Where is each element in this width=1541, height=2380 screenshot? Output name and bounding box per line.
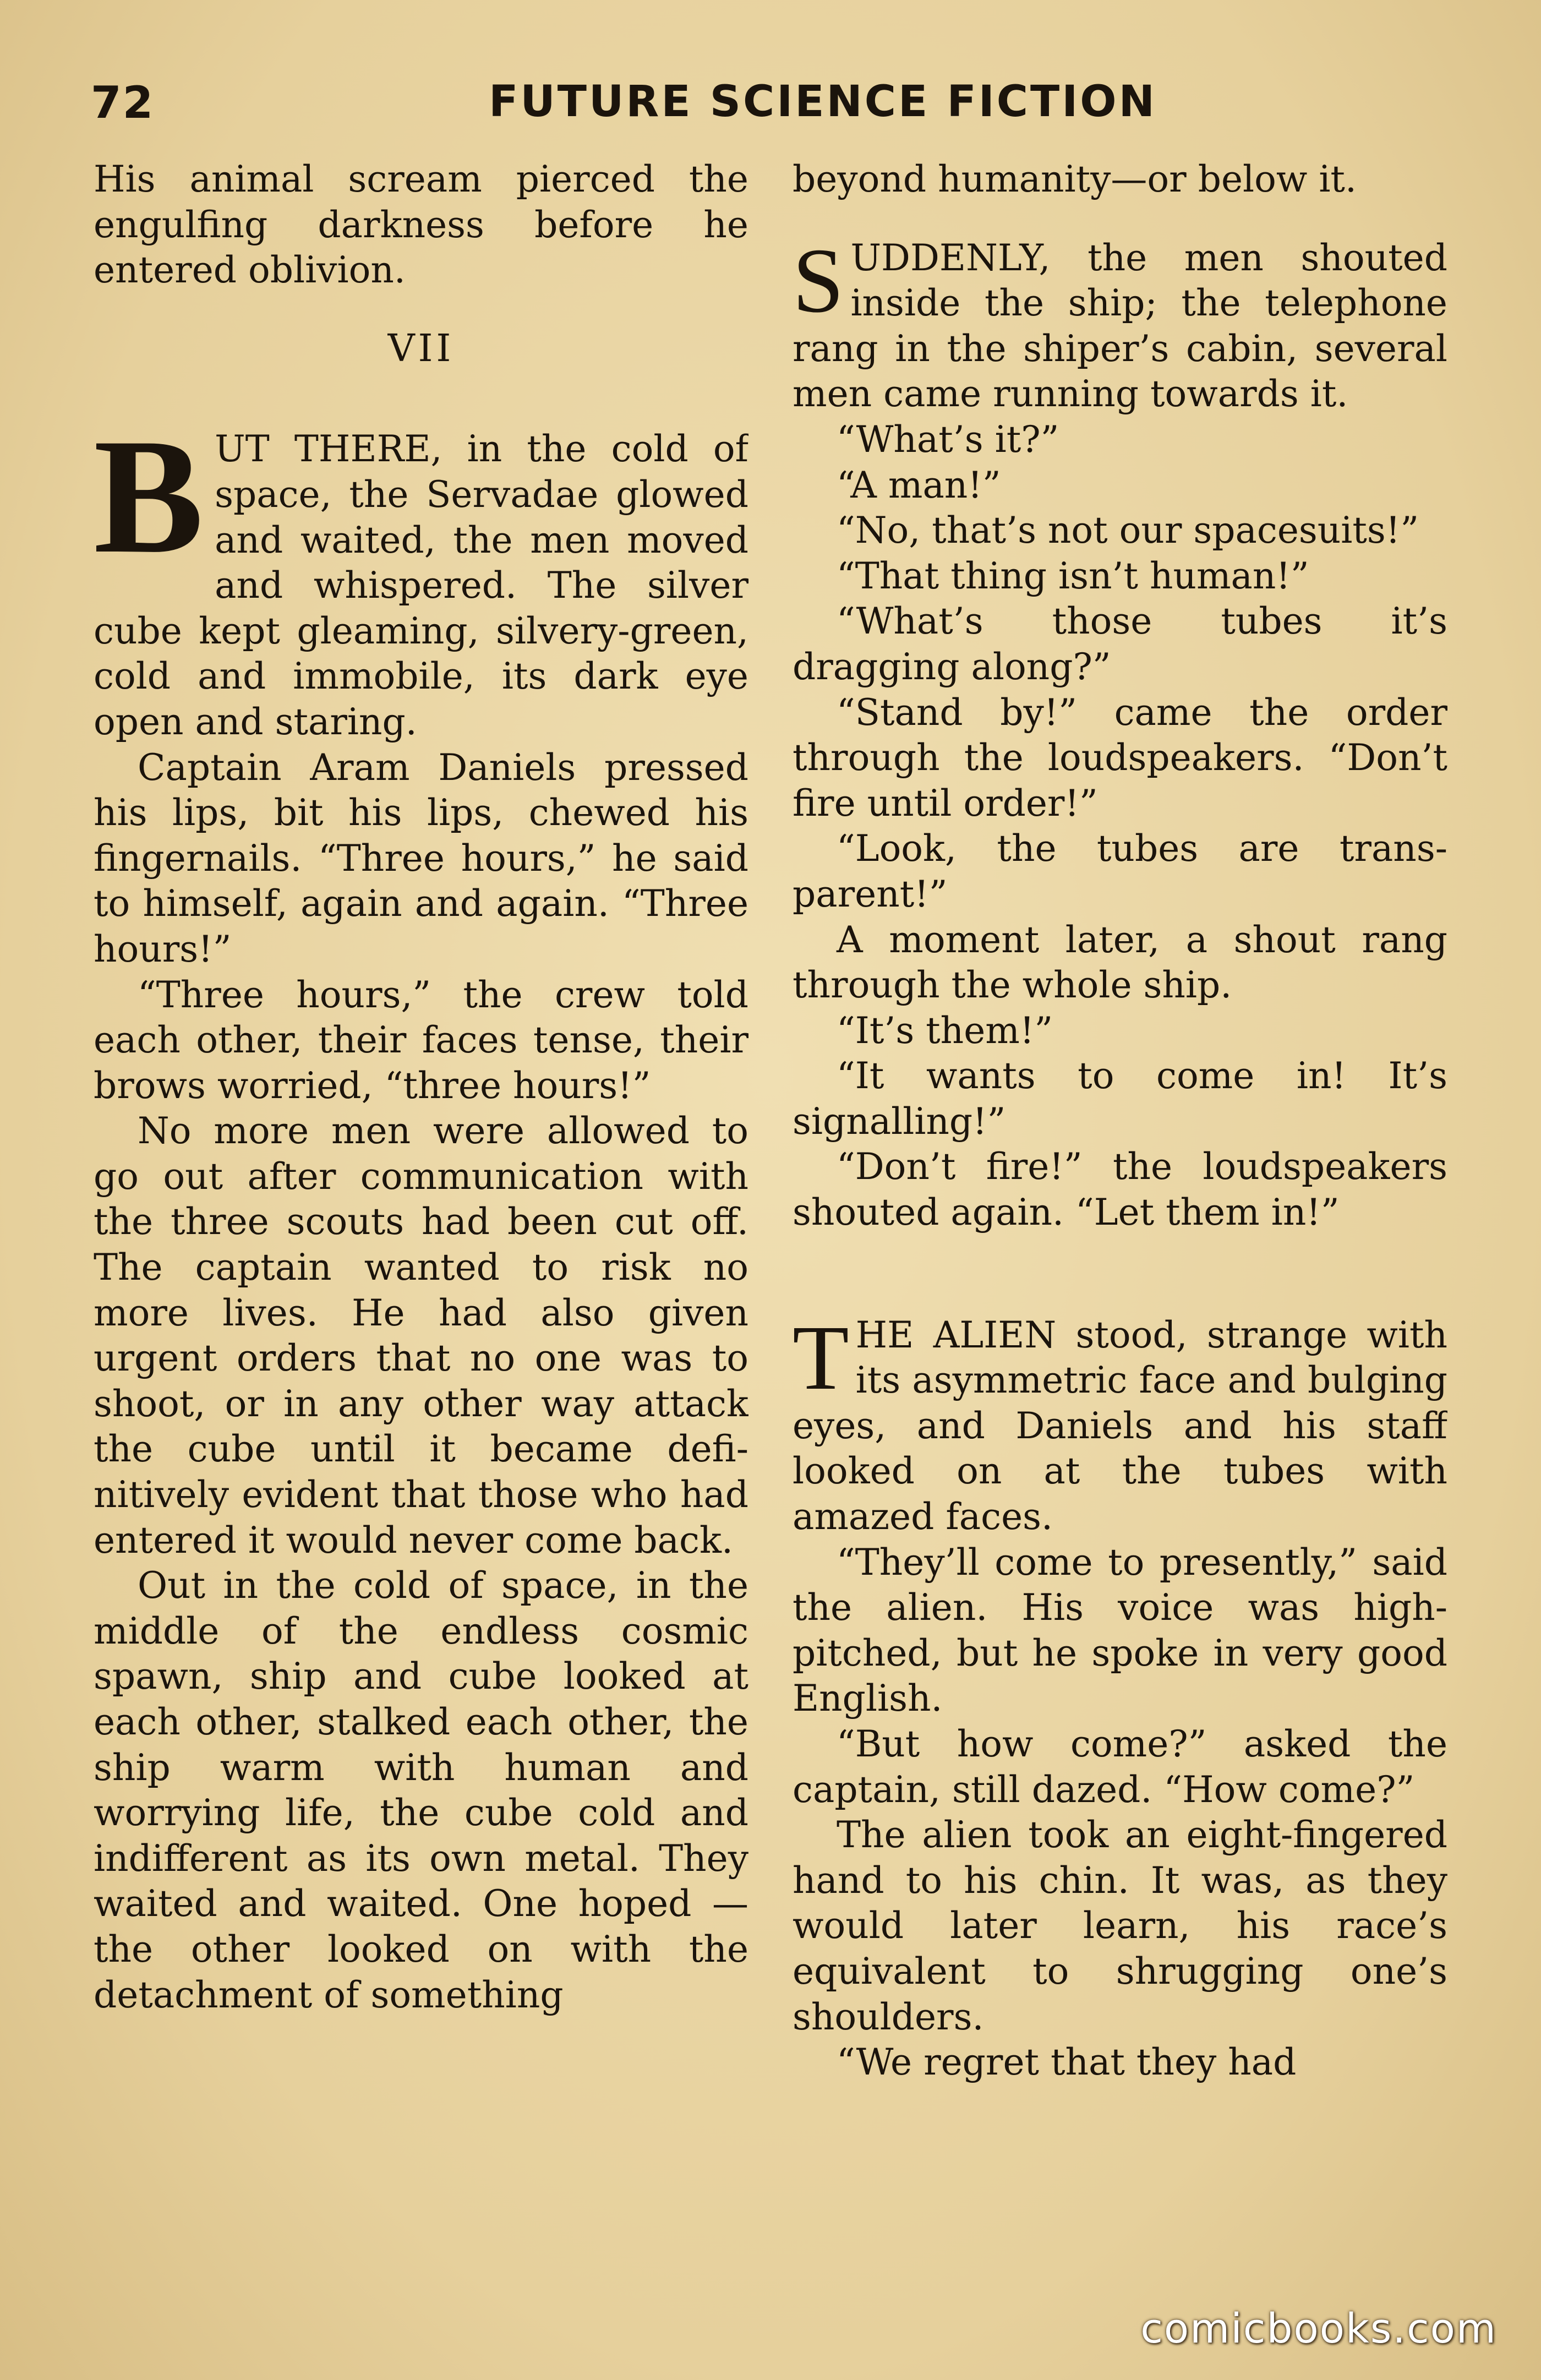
- paragraph: beyond humanity—or below it.: [793, 158, 1357, 200]
- paragraph-text: UT THERE, in the cold of space, the Servadae glowed and waited, the men moved and whispered. The silver cube kept gleaming, silvery-green, cold and immobile, its dark eye open and staring.: [94, 428, 748, 743]
- paragraph: “But how come?” asked the captain, still dazed. “How come?”: [793, 1723, 1447, 1811]
- paragraph: “It’s them!”: [837, 1009, 1053, 1052]
- paragraph: “Three hours,” the crew told each other, their faces tense, their brows worried, “three hours!”: [94, 973, 748, 1107]
- section-gap: [793, 203, 1447, 236]
- paragraph: “What’s it?”: [837, 418, 1059, 461]
- paragraph: “We regret that they had: [837, 2041, 1297, 2084]
- drop-cap: T: [793, 1306, 849, 1409]
- left-column: [94, 157, 748, 2292]
- paragraph: “Look, the tubes are transparent!”: [793, 827, 1447, 915]
- right-column: [793, 157, 1447, 2292]
- watermark: comicbooks.com: [1140, 2305, 1497, 2352]
- paragraph: “That thing isn’t human!”: [837, 554, 1309, 597]
- drop-cap: S: [793, 229, 844, 332]
- paragraph: Captain Aram Daniels pressed his lips, bit his lips, chewed his fingernails. “Three hours,” he said to himself, again and again. “Three hours!”: [94, 746, 748, 970]
- section-number: VII: [387, 326, 455, 370]
- paragraph: “Don’t fire!” the loudspeakers shouted again. “Let them in!”: [793, 1145, 1447, 1234]
- paragraph: “Stand by!” came the order through the loudspeakers. “Don’t fire until order!”: [793, 691, 1447, 825]
- drop-cap: B: [94, 405, 204, 588]
- paragraph-with-dropcap: [94, 405, 748, 745]
- section-gap: [793, 1236, 1447, 1313]
- paragraph: A moment later, a shout rang through the whole ship.: [793, 918, 1447, 1007]
- paragraph-with-dropcap: [793, 1306, 1447, 1540]
- paragraph: “It wants to come in! It’s signalling!”: [793, 1055, 1447, 1143]
- paragraph: No more men were allowed to go out after communication with the three scouts had been cut off. The captain wanted to risk no more lives. He had also given urgent orders that no one was to shoot, or in any other way attack the cube until it became definitively evident that those who had entered it would never come back.: [94, 1110, 748, 1562]
- page-number: 72: [91, 77, 155, 128]
- paragraph-text: UDDENLY, the men shouted inside the ship; the telephone rang in the shiper’s cabin, several men came running towards it.: [793, 236, 1447, 416]
- paragraph-with-dropcap: [793, 229, 1447, 417]
- paragraph: “A man!”: [837, 463, 1001, 506]
- running-title: FUTURE SCIENCE FICTION: [489, 77, 1157, 127]
- paragraph: “They’ll come to presently,” said the alien. His voice was high-pitched, but he spoke in very good English.: [793, 1541, 1447, 1720]
- paragraph: Out in the cold of space, in the middle of the endless cosmic spawn, ship and cube looked at each other, stalked each other, the ship warm with human and worrying life, the cube cold and indifferent as its own metal. They waited and waited. One hoped —the other looked on with the detachment of something: [94, 1564, 748, 2016]
- paragraph: “What’s those tubes it’s dragging along?”: [793, 600, 1447, 688]
- paragraph: “No, that’s not our spacesuits!”: [837, 509, 1419, 552]
- paragraph-text: HE ALIEN stood, strange with its asymmetric face and bulging eyes, and Daniels and his staff looked on at the tubes with amazed faces.: [793, 1313, 1447, 1538]
- paragraph: His animal scream pierced the engulfing darkness before he entered oblivion.: [94, 158, 748, 292]
- paragraph: The alien took an eight-fingered hand to his chin. It was, as they would later learn, his race’s equivalent to shrugging one’s shoulders.: [793, 1814, 1447, 2038]
- page-header: [91, 77, 1456, 138]
